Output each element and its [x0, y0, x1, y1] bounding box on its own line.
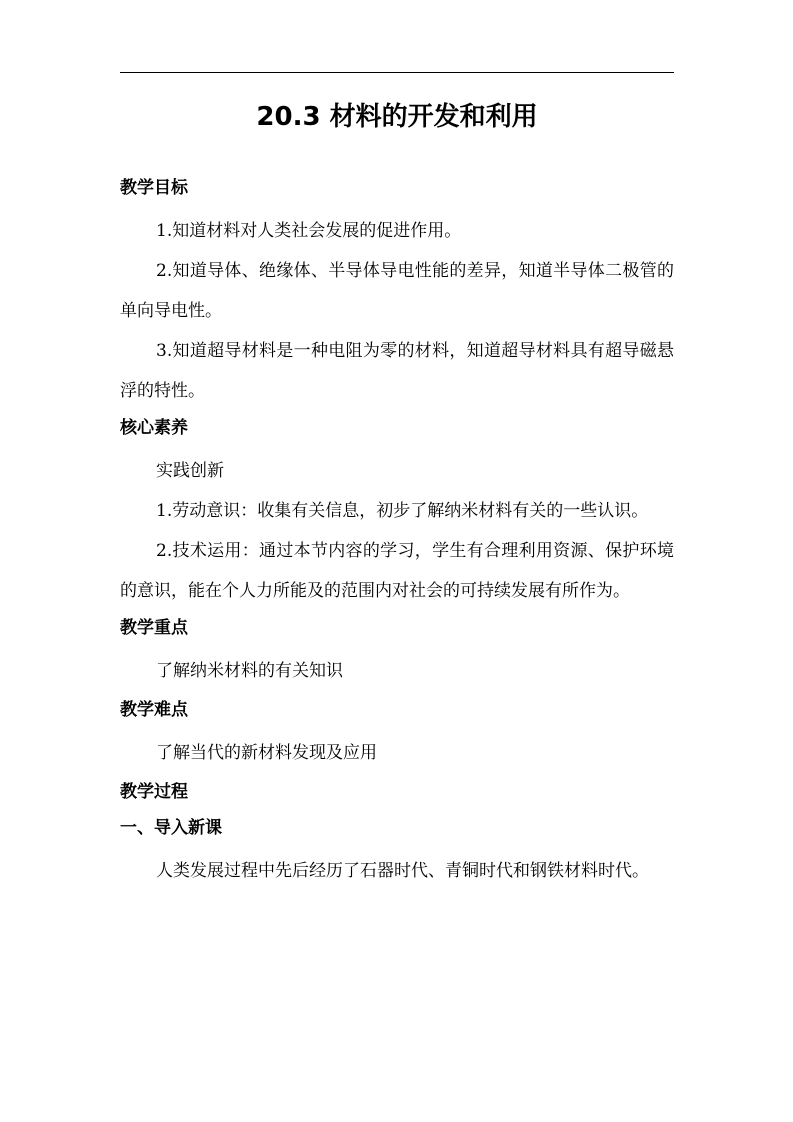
- goal-item: 3.知道超导材料是一种电阻为零的材料，知道超导材料具有超导磁悬浮的特性。: [120, 341, 674, 401]
- section-heading-goals: 教学目标: [120, 178, 188, 198]
- goal-item: 1.知道材料对人类社会发展的促进作用。: [156, 221, 462, 241]
- process-part1-heading: 一、导入新课: [120, 818, 222, 838]
- section-heading-keypoint: 教学重点: [120, 618, 188, 638]
- section-heading-literacy: 核心素养: [120, 418, 188, 438]
- process-part1-text: 人类发展过程中先后经历了石器时代、青铜时代和钢铁材料时代。: [156, 861, 649, 881]
- document-body: [120, 95, 674, 891]
- goal-item: 2.知道导体、绝缘体、半导体导电性能的差异，知道半导体二极管的单向导电性。: [120, 261, 674, 321]
- difficulty-text: 了解当代的新材料发现及应用: [156, 743, 377, 763]
- section-heading-process: 教学过程: [120, 782, 188, 802]
- literacy-subtitle: 实践创新: [156, 461, 224, 481]
- keypoint-text: 了解纳米材料的有关知识: [156, 661, 343, 681]
- page-title: 20.3 材料的开发和利用: [256, 102, 538, 132]
- header-rule: [120, 72, 674, 73]
- literacy-item: 1.劳动意识：收集有关信息，初步了解纳米材料有关的一些认识。: [156, 501, 649, 521]
- literacy-item: 2.技术运用：通过本节内容的学习，学生有合理利用资源、保护环境的意识，能在个人力所能及的范围内对社会的可持续发展有所作为。: [120, 541, 674, 601]
- section-heading-difficulty: 教学难点: [120, 700, 188, 720]
